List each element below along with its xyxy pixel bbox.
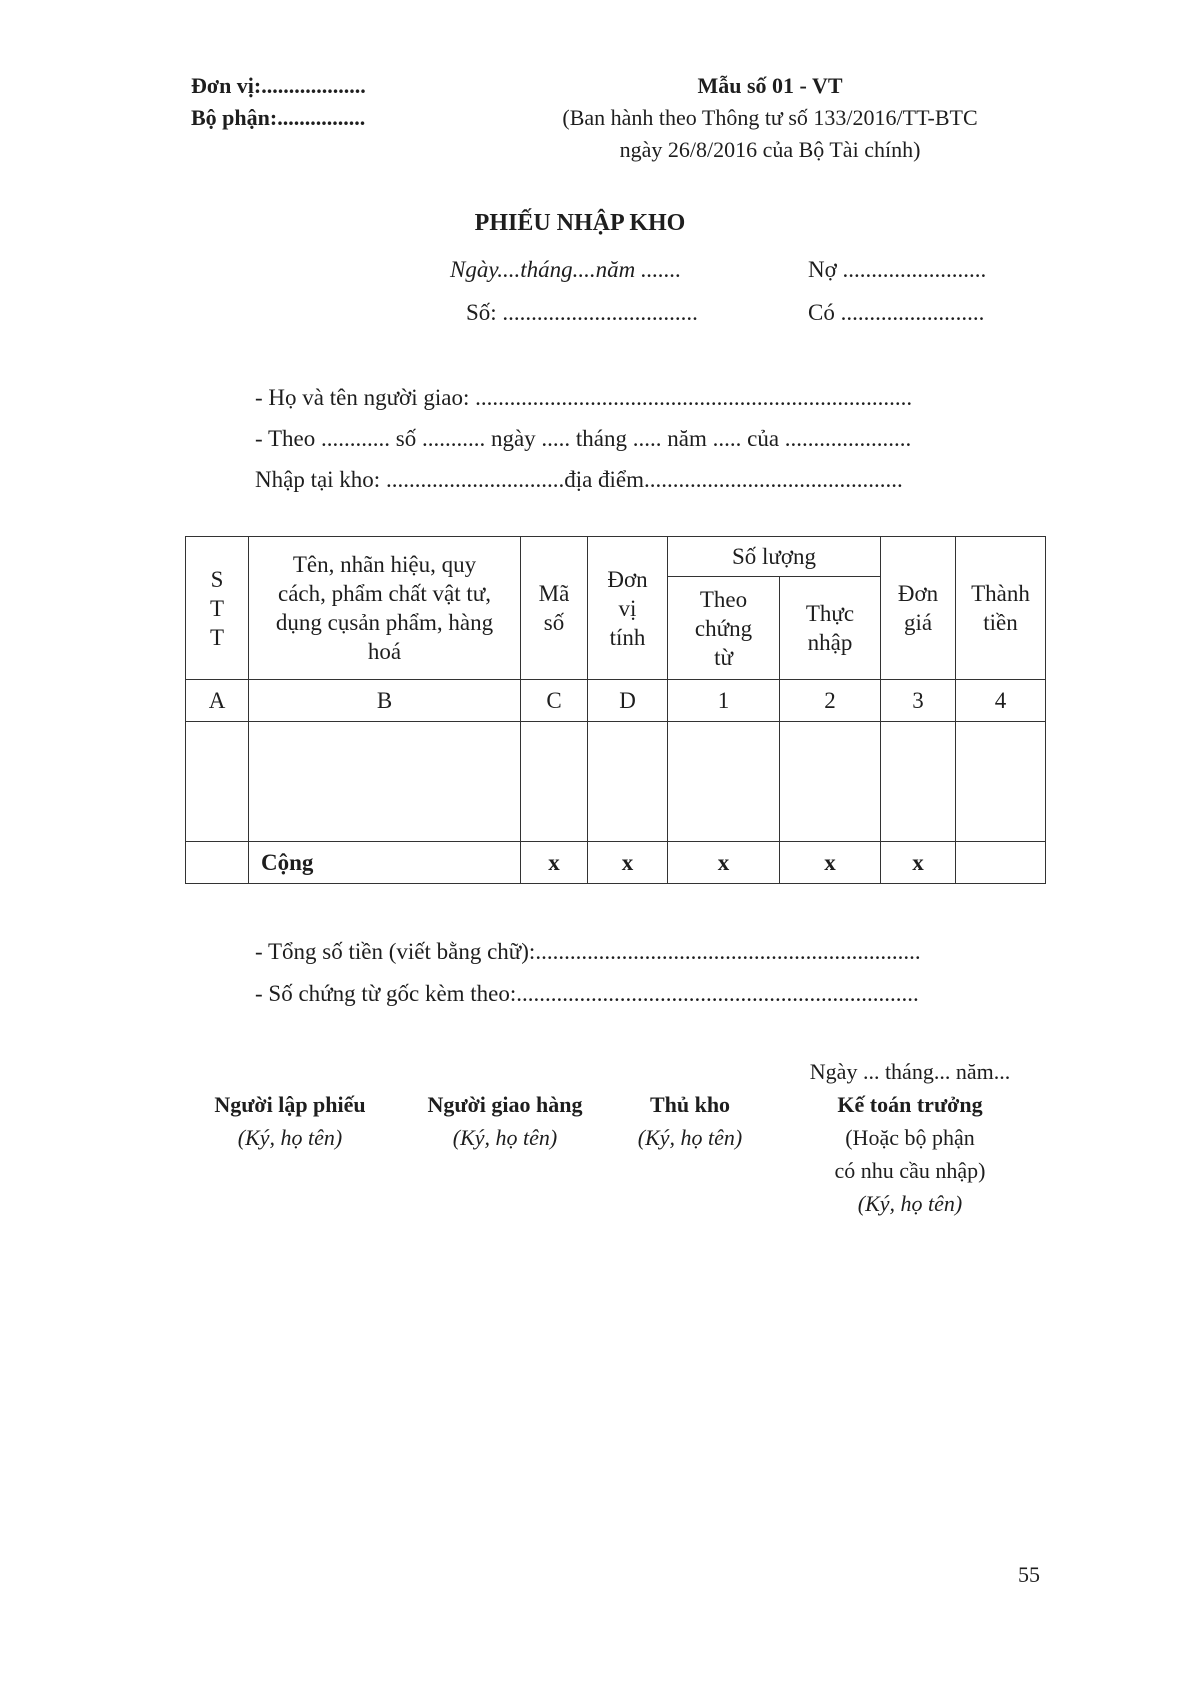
code-cell: B <box>249 680 521 722</box>
storekeeper-title: Thủ kho <box>649 1092 731 1117</box>
form-code: Mẫu số 01 - VT <box>697 73 843 98</box>
number-field: Số: .................................. <box>466 300 698 325</box>
page-title: PHIẾU NHẬP KHO <box>474 210 686 236</box>
signature-storekeeper <box>610 1088 770 1154</box>
header-amount: Thành tiền <box>956 537 1046 680</box>
signature-deliverer <box>400 1088 610 1154</box>
chief-accountant-title: Kế toán trưởng <box>837 1092 983 1117</box>
chief-accountant-alt-1: (Hoặc bộ phận <box>845 1125 975 1150</box>
header-code: Mã số <box>521 537 588 680</box>
page-number: 55 <box>1018 1562 1040 1587</box>
chief-accountant-alt-2: có nhu cầu nhập) <box>834 1158 986 1183</box>
preparer-note: (Ký, họ tên) <box>237 1125 343 1150</box>
total-mark: x <box>668 842 780 884</box>
data-cell <box>186 722 249 842</box>
date-field: Ngày....tháng....năm ....... <box>450 257 682 282</box>
header-qty-by-document: Theo chứng từ <box>668 577 780 680</box>
header-form-block <box>520 70 1020 166</box>
credit-field: Có ......................... <box>808 300 985 325</box>
goods-table <box>185 536 1046 884</box>
reference-line: - Theo ............ số ........... ngày ..... tháng ..... năm ..... của ...................... <box>255 426 912 451</box>
total-amount-cell <box>956 842 1046 884</box>
issued-line-2: ngày 26/8/2016 của Bộ Tài chính) <box>619 137 921 162</box>
total-row <box>186 842 1046 884</box>
total-mark: x <box>881 842 956 884</box>
header-unit-price: Đơn giá <box>881 537 956 680</box>
total-label: Cộng <box>249 842 521 884</box>
data-cell <box>881 722 956 842</box>
deliverer-note: (Ký, họ tên) <box>452 1125 558 1150</box>
header-qty-actual: Thực nhập <box>780 577 881 680</box>
data-cell <box>588 722 668 842</box>
code-cell: 3 <box>881 680 956 722</box>
code-cell: A <box>186 680 249 722</box>
empty-data-row <box>186 722 1046 842</box>
total-mark: x <box>521 842 588 884</box>
header-unit-block <box>191 70 366 134</box>
chief-accountant-note: (Ký, họ tên) <box>857 1191 963 1216</box>
code-cell: 2 <box>780 680 881 722</box>
code-cell: C <box>521 680 588 722</box>
storekeeper-note: (Ký, họ tên) <box>637 1125 743 1150</box>
total-stt-cell <box>186 842 249 884</box>
header-unit: Đơn vị tính <box>588 537 668 680</box>
preparer-title: Người lập phiếu <box>214 1092 366 1117</box>
attached-docs-line: - Số chứng từ gốc kèm theo:...................................................................... <box>255 981 919 1006</box>
total-mark: x <box>588 842 668 884</box>
unit-label: Đơn vị:................... <box>191 73 366 98</box>
signature-chief-accountant <box>790 1088 1030 1220</box>
debit-field: Nợ ......................... <box>808 257 987 282</box>
total-mark: x <box>780 842 881 884</box>
signature-date: Ngày ... tháng... năm... <box>809 1059 1011 1084</box>
header-stt: S T T <box>186 537 249 680</box>
department-label: Bộ phận:................ <box>191 105 366 130</box>
data-cell <box>668 722 780 842</box>
code-cell: 1 <box>668 680 780 722</box>
deliverer-title: Người giao hàng <box>427 1092 583 1117</box>
warehouse-line: Nhập tại kho: ...............................địa điểm............................................. <box>255 467 903 492</box>
data-cell <box>521 722 588 842</box>
code-cell: D <box>588 680 668 722</box>
data-cell <box>249 722 521 842</box>
deliverer-line: - Họ và tên người giao: ............................................................................ <box>255 385 913 410</box>
code-cell: 4 <box>956 680 1046 722</box>
code-row <box>186 680 1046 722</box>
data-cell <box>780 722 881 842</box>
total-words-line: - Tổng số tiền (viết bằng chữ):................................................................... <box>255 939 921 964</box>
issued-line-1: (Ban hành theo Thông tư số 133/2016/TT-BTC <box>562 105 978 130</box>
signature-preparer <box>190 1088 390 1154</box>
header-item-name: Tên, nhãn hiệu, quy cách, phẩm chất vật tư, dụng cụsản phẩm, hàng hoá <box>249 537 521 680</box>
header-quantity: Số lượng <box>668 537 881 577</box>
data-cell <box>956 722 1046 842</box>
